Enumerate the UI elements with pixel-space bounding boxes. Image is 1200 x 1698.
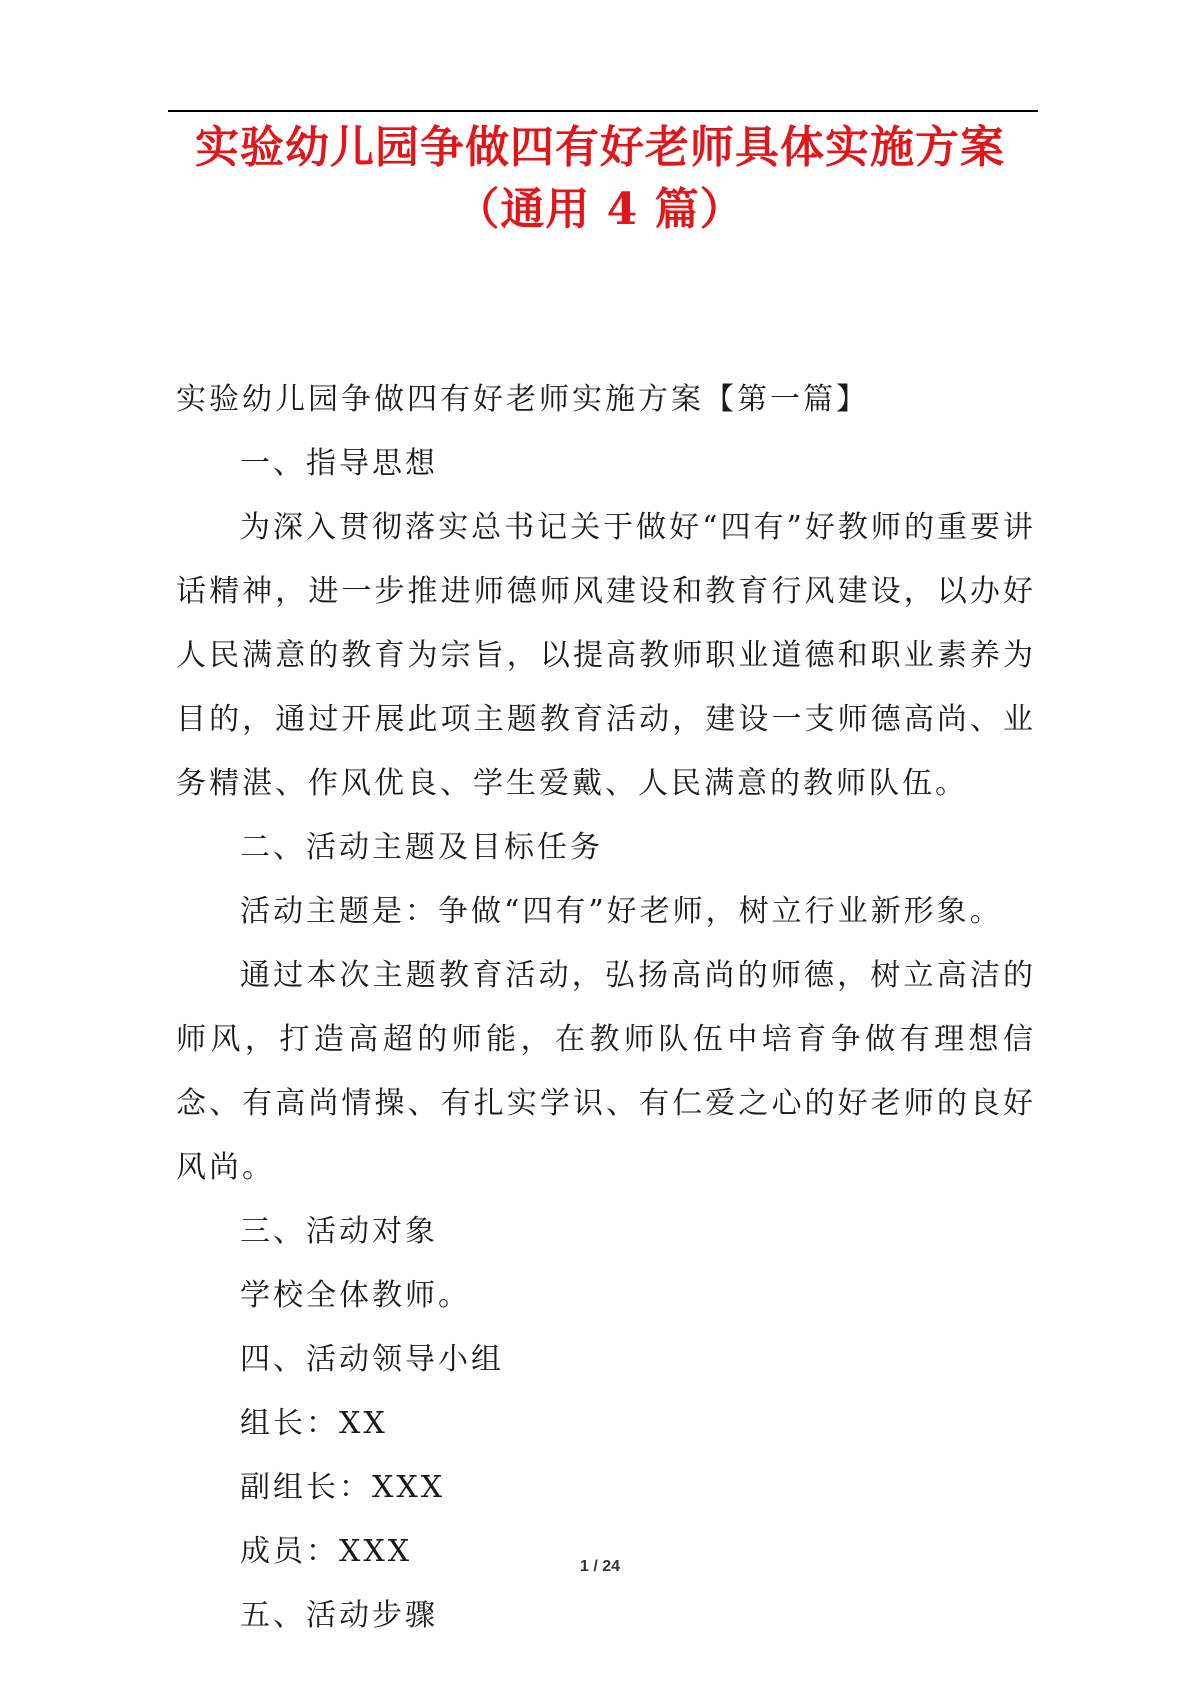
heading-activity-steps: 五、活动步骤 xyxy=(240,1598,438,1633)
paragraph-activity-goals: 通过本次主题教育活动，弘扬高尚的师德，树立高洁的师风，打造高超的师能，在教师队伍中培育争做有理想信念、有高尚情操、有扎实学识、有仁爱之心的好老师的良好风尚。 xyxy=(176,958,1036,1185)
header-rule xyxy=(168,110,1038,112)
deputy-leader-line: 副组长：XXX xyxy=(240,1470,446,1505)
document-title-line2: （通用 4 篇） xyxy=(455,184,745,235)
page-indicator: 1 / 24 xyxy=(579,1558,621,1575)
heading-activity-target: 三、活动对象 xyxy=(240,1214,438,1249)
paragraph-activity-target: 学校全体教师。 xyxy=(240,1278,471,1313)
document-body xyxy=(176,368,1036,1648)
document-title-line1: 实验幼儿园争做四有好老师具体实施方案 xyxy=(195,122,1005,173)
members-line: 成员：XXX xyxy=(240,1534,413,1569)
section-heading: 实验幼儿园争做四有好老师实施方案【第一篇】 xyxy=(176,382,869,417)
heading-guiding-ideology: 一、指导思想 xyxy=(240,446,438,481)
heading-leadership-group: 四、活动领导小组 xyxy=(240,1342,504,1377)
paragraph-guiding-ideology: 为深入贯彻落实总书记关于做好“四有”好教师的重要讲话精神，进一步推进师德师风建设和教育行风建设，以办好人民满意的教育为宗旨，以提高教师职业道德和职业素养为目的，通过开展此项主题教育活动，建设一支师德高尚、业务精湛、作风优良、学生爱戴、人民满意的教师队伍。 xyxy=(176,510,1036,801)
leader-line: 组长：XX xyxy=(240,1406,388,1441)
heading-activity-theme: 二、活动主题及目标任务 xyxy=(240,830,603,865)
paragraph-activity-theme: 活动主题是：争做“四有”好老师，树立行业新形象。 xyxy=(240,894,1003,929)
